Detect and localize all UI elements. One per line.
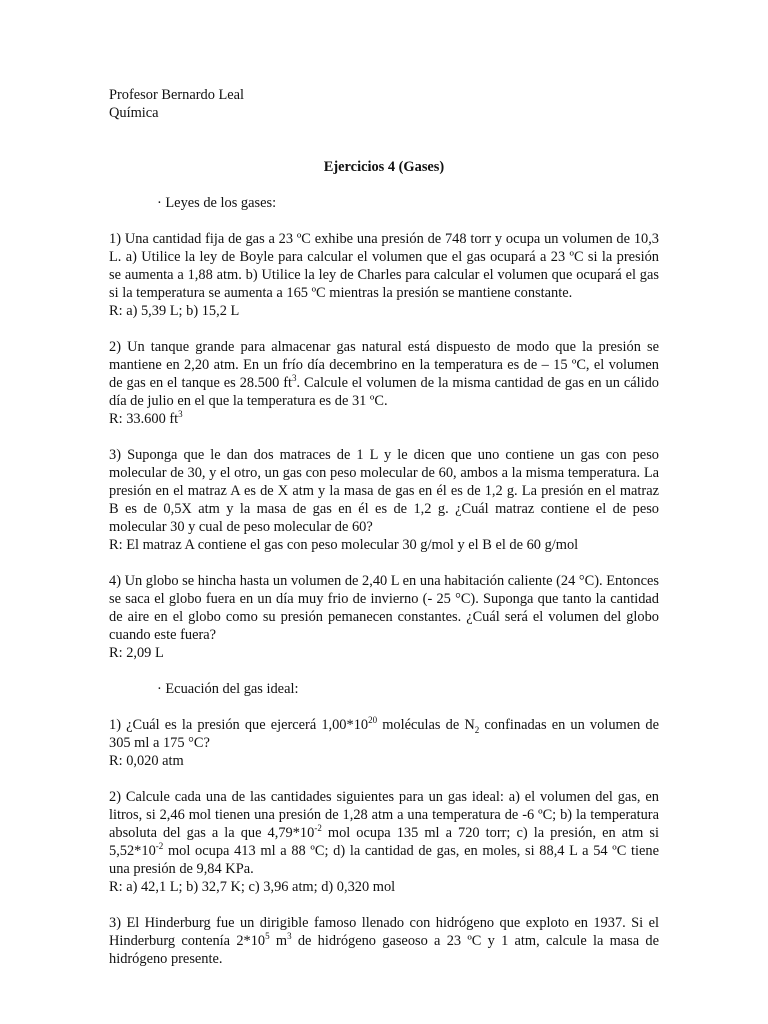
- exercise-answer: R: 0,020 atm: [109, 753, 184, 769]
- exercise-statement-part: de hidrógeno gaseoso a 23 ºC y 1 atm, calcule la masa de hidrógeno presente.: [109, 933, 659, 967]
- exercise-number: 3): [109, 915, 121, 931]
- exercise-statement-part: m: [269, 933, 288, 949]
- document-body: [109, 86, 659, 968]
- exercise-statement-part: El Hinderburg fue un dirigible famoso llenado con hidrógeno que exploto en 1937. Si el Hinderburg contenía 2*10: [109, 915, 659, 949]
- exercise-ideal-gas-2: [109, 788, 659, 896]
- exercise-answer: [109, 410, 659, 428]
- exercise-number: 3): [109, 447, 121, 463]
- subject-name: Química: [109, 105, 159, 121]
- exercise-gas-laws-4: [109, 572, 659, 662]
- exercise-number: 2): [109, 339, 121, 355]
- exercise-gas-laws-2: [109, 338, 659, 428]
- exercise-text: [109, 788, 659, 878]
- superscript: 3: [178, 409, 183, 420]
- exercise-text: [109, 446, 659, 536]
- exercise-statement: Suponga que le dan dos matraces de 1 L y le dicen que uno contiene un gas con peso molecular de 30, y el otro, un gas con peso molecular de 60, ambos a la misma temperatura. La presión en el matraz A es de X atm y la masa de gas en él es de 1,2 g. La presión en el matraz B es de 0,5X atm y la masa de gas en él es de 1,2 g. ¿Cuál matraz contiene el de peso molecular 30 y cual de peso molecular de 60?: [109, 447, 659, 535]
- exercise-number: 4): [109, 573, 121, 589]
- exercise-statement-part: confinadas en un volumen de 305 ml a 175 °C?: [109, 717, 659, 751]
- section-heading-gas-laws: · Leyes de los gases:: [157, 195, 277, 211]
- exercise-text: [109, 914, 659, 968]
- exercise-statement-part: mol ocupa 135 ml a 720 torr; c) la presión, en atm si 5,52*10: [109, 825, 659, 859]
- exercise-statement-part: Un tanque grande para almacenar gas natural está dispuesto de modo que la presión se mantiene en 2,20 atm. En un frío día decembrino en la temperatura es de – 15 ºC, el volumen de gas en el tanque es 28.500 ft: [109, 339, 659, 391]
- exercise-gas-laws-1: [109, 230, 659, 320]
- exercise-number: 1): [109, 231, 121, 247]
- exercise-number: 1): [109, 717, 121, 733]
- exercise-answer: R: El matraz A contiene el gas con peso molecular 30 g/mol y el B el de 60 g/mol: [109, 537, 579, 553]
- exercise-statement-part: ¿Cuál es la presión que ejercerá 1,00*10: [126, 717, 369, 733]
- exercise-statement-part: . Calcule el volumen de la misma cantidad de gas en un cálido día de julio en el que la temperatura es de 31 ºC.: [109, 375, 659, 409]
- exercise-answer: R: a) 42,1 L; b) 32,7 K; c) 3,96 atm; d) 0,320 mol: [109, 879, 396, 895]
- teacher-name: Profesor Bernardo Leal: [109, 87, 245, 103]
- superscript: -2: [314, 823, 322, 834]
- exercise-statement: Una cantidad fija de gas a 23 ºC exhibe una presión de 748 torr y ocupa un volumen de 10,3 L. a) Utilice la ley de Boyle para calcular el volumen que el gas ocupará a 23 ºC si la presión se aumenta a 1,88 atm. b) Utilice la ley de Charles para calcular el volumen que ocupará el gas si la temperatura se aumenta a 165 ºC mientras la presión se mantiene constante.: [109, 231, 660, 301]
- exercise-statement-part: mol ocupa 413 ml a 88 ºC; d) la cantidad de gas, en moles, si 88,4 L a 54 ºC tiene una presión de 9,84 KPa.: [109, 843, 659, 877]
- exercise-statement-part: Calcule cada una de las cantidades siguientes para un gas ideal: a) el volumen del gas, en litros, si 2,46 mol tienen una presión de 1,28 atm a una temperatura de -6 ºC; b) la temperatura absoluta del gas a la que 4,79*10: [109, 789, 659, 841]
- exercise-answer: R: 2,09 L: [109, 645, 164, 661]
- exercise-text: [109, 338, 659, 410]
- superscript: 3: [287, 931, 292, 942]
- exercise-number: 2): [109, 789, 121, 805]
- exercise-statement: Un globo se hincha hasta un volumen de 2,40 L en una habitación caliente (24 °C). Entonces se saca el globo fuera en un día muy frio de invierno (- 25 °C). Suponga que tanto la cantidad de aire en el globo como su presión pemanecen constantes. ¿Cuál será el volumen del globo cuando este fuera?: [109, 573, 659, 643]
- section-heading-ideal-gas: · Ecuación del gas ideal:: [157, 681, 299, 697]
- page-title: Ejercicios 4 (Gases): [323, 159, 445, 175]
- superscript: 5: [265, 931, 270, 942]
- answer-text: R: 33.600 ft: [109, 411, 179, 427]
- superscript: 3: [292, 373, 297, 384]
- exercise-text: [109, 716, 659, 752]
- exercise-statement-part: moléculas de N: [377, 717, 475, 733]
- superscript: -2: [155, 841, 164, 852]
- exercise-text: [109, 230, 659, 302]
- exercise-ideal-gas-1: [109, 716, 659, 770]
- exercise-ideal-gas-3: [109, 914, 659, 968]
- superscript: 20: [368, 715, 378, 726]
- exercise-gas-laws-3: [109, 446, 659, 554]
- exercise-text: [109, 572, 659, 644]
- subscript: 2: [474, 724, 480, 735]
- exercise-answer: R: a) 5,39 L; b) 15,2 L: [109, 303, 240, 319]
